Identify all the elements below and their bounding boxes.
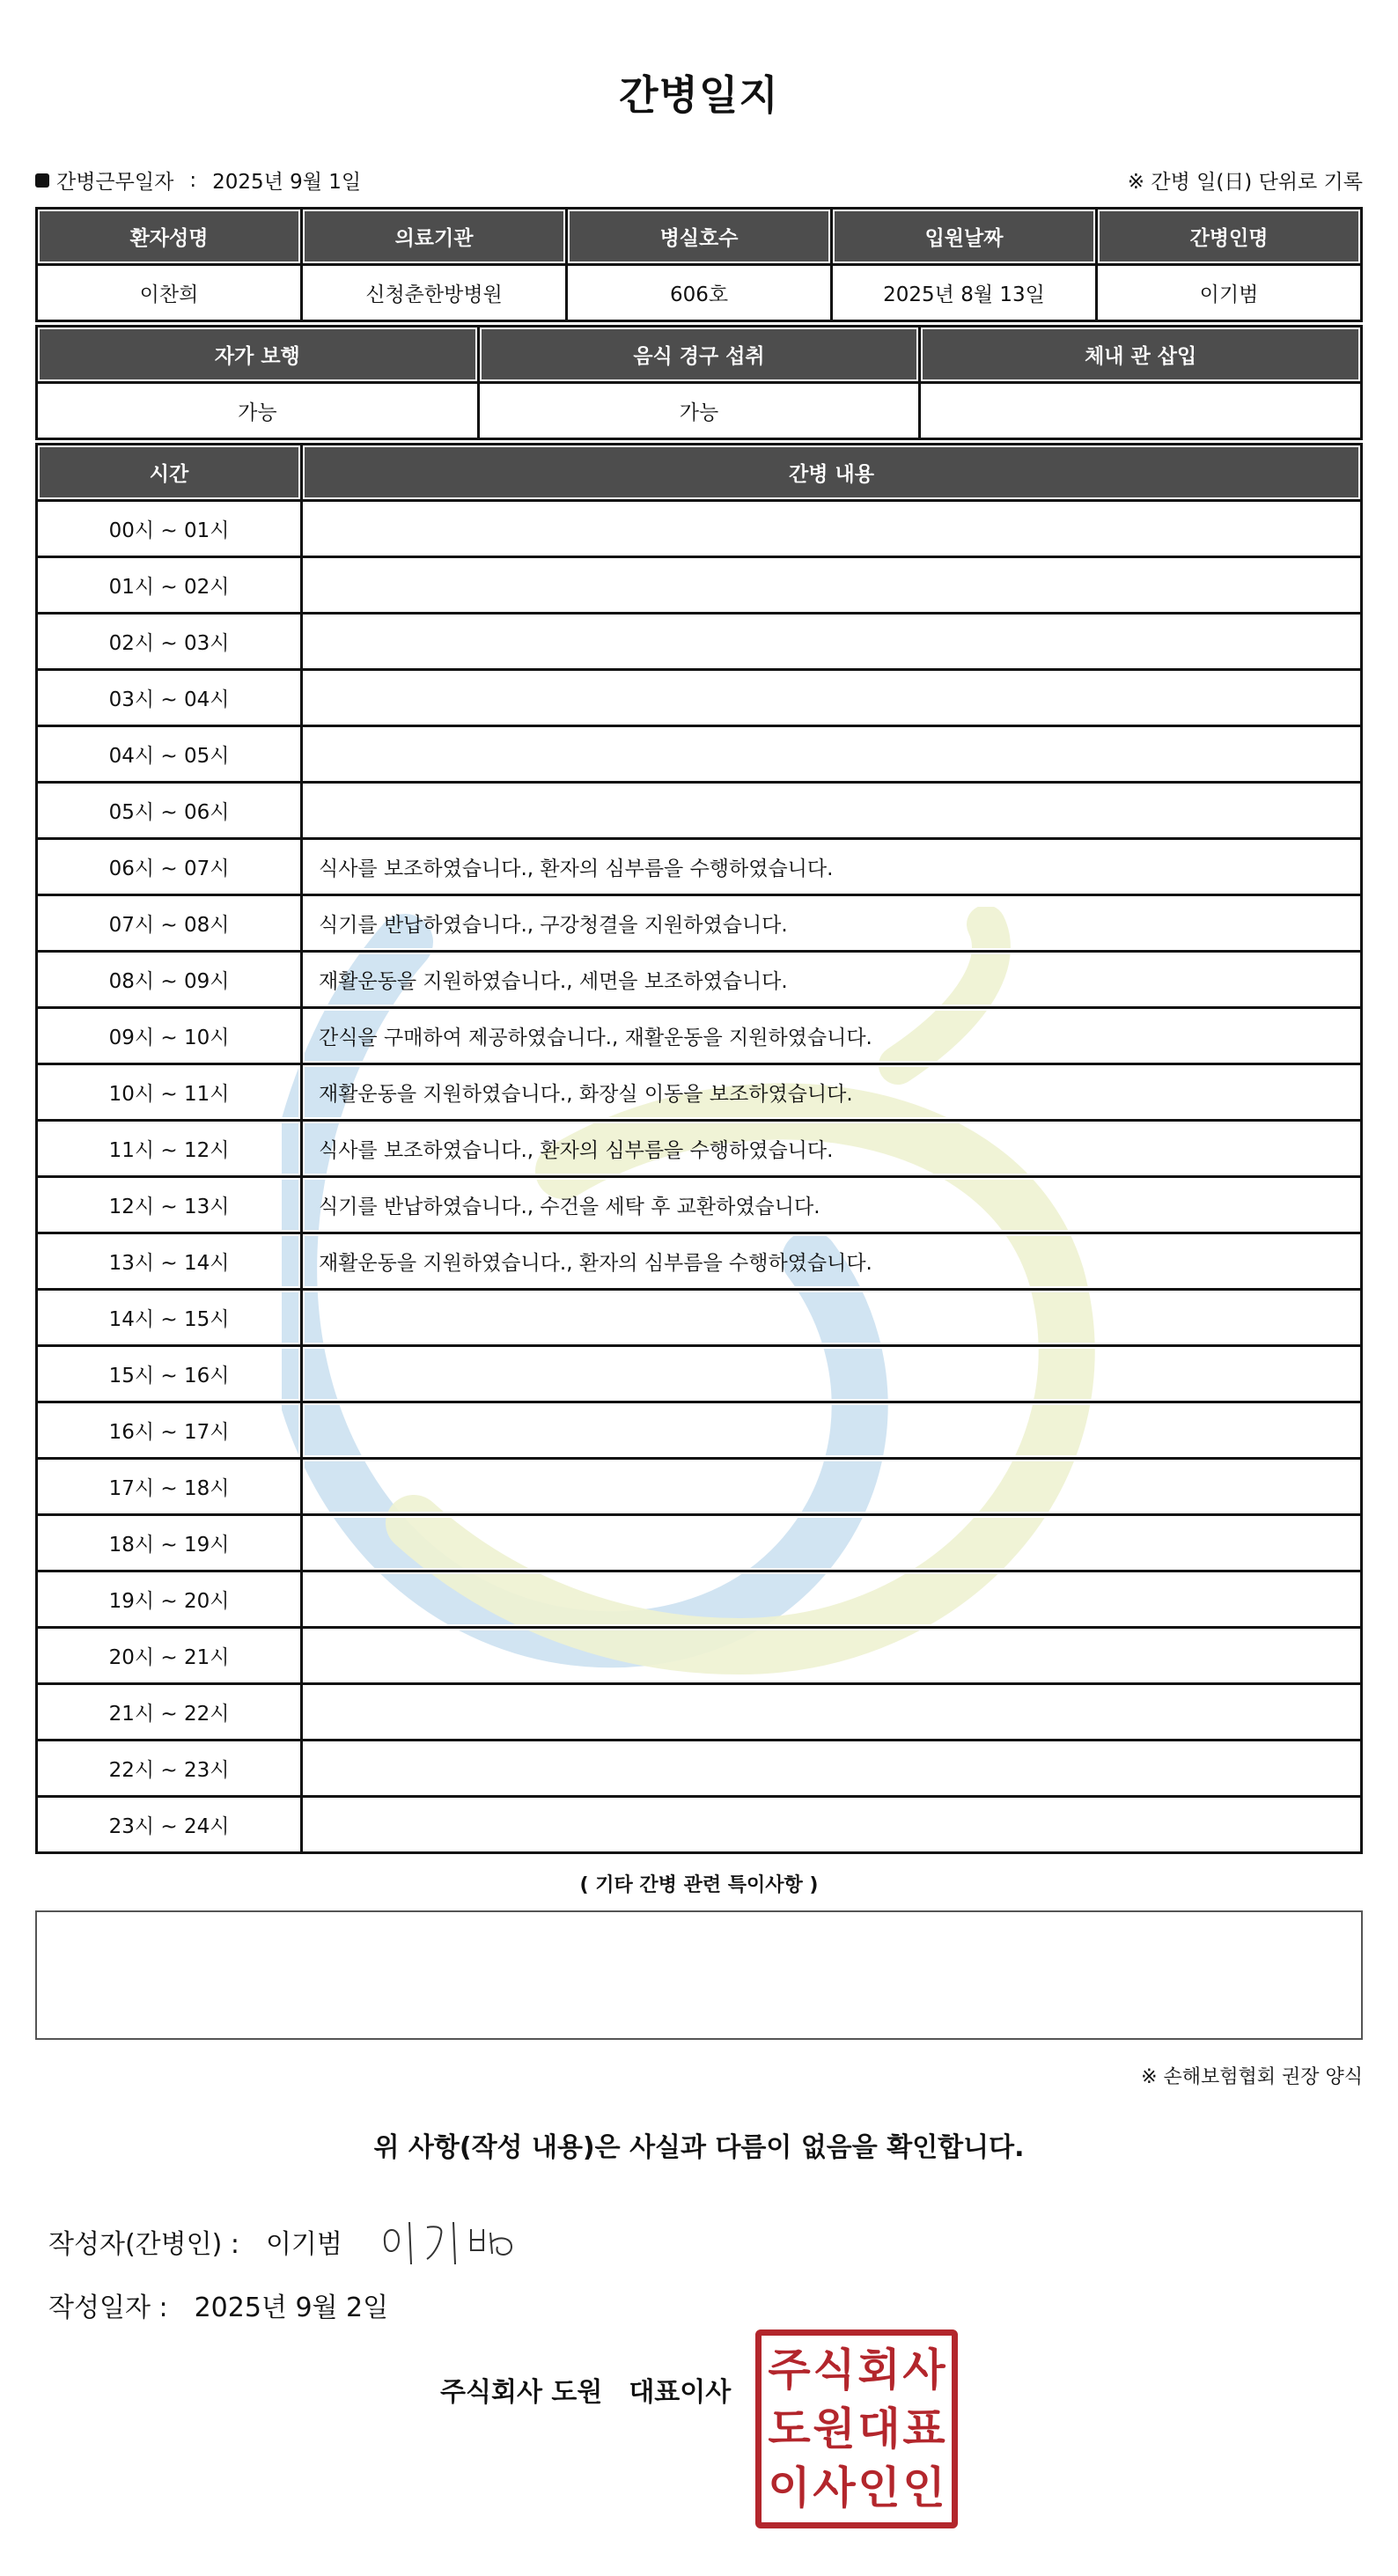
log-content-cell	[302, 783, 1362, 839]
header-room: 병실호수	[567, 209, 832, 265]
written-date-value: 2025년 9월 2일	[194, 2293, 389, 2323]
work-date-line	[35, 166, 361, 195]
log-time-cell: 20시 ~ 21시	[37, 1628, 302, 1684]
log-content-cell	[302, 1571, 1362, 1628]
unit-note: ※ 간병 일(日) 단위로 기록	[1127, 171, 1363, 194]
seal-character: 사	[813, 2461, 856, 2513]
seal-character: 식	[813, 2344, 856, 2396]
log-content-cell	[302, 1459, 1362, 1515]
notes-box	[35, 1910, 1363, 2040]
log-content-cell: 식사를 보조하였습니다., 환자의 심부름을 수행하였습니다.	[302, 839, 1362, 895]
seal-character: 주	[768, 2344, 811, 2396]
room-number: 606호	[567, 265, 832, 321]
written-date-line	[48, 2285, 388, 2324]
log-content-cell	[302, 1741, 1362, 1797]
log-content-cell: 재활운동을 지원하였습니다., 세면을 보조하였습니다.	[302, 952, 1362, 1008]
table-row	[37, 783, 1362, 839]
log-time-cell: 05시 ~ 06시	[37, 783, 302, 839]
table-row	[37, 557, 1362, 614]
patient-name: 이찬희	[37, 265, 302, 321]
header-caregiver-name: 간병인명	[1097, 209, 1362, 265]
writer-name: 이기범	[265, 2229, 342, 2260]
log-time-cell: 00시 ~ 01시	[37, 501, 302, 557]
header-hospital: 의료기관	[302, 209, 567, 265]
log-time-cell: 15시 ~ 16시	[37, 1346, 302, 1402]
log-content-cell: 간식을 구매하여 제공하였습니다., 재활운동을 지원하였습니다.	[302, 1008, 1362, 1064]
log-time-cell: 17시 ~ 18시	[37, 1459, 302, 1515]
log-time-cell: 18시 ~ 19시	[37, 1515, 302, 1571]
log-time-cell: 13시 ~ 14시	[37, 1233, 302, 1290]
admission-date: 2025년 8월 13일	[832, 265, 1097, 321]
table-row	[37, 1121, 1362, 1177]
seal-character: 인	[857, 2461, 901, 2513]
log-time-cell: 01시 ~ 02시	[37, 557, 302, 614]
written-date-label: 작성일자 :	[48, 2293, 168, 2323]
log-content-cell: 식사를 보조하였습니다., 환자의 심부름을 수행하였습니다.	[302, 1121, 1362, 1177]
header-admission-date: 입원날짜	[832, 209, 1097, 265]
table-row	[37, 383, 1362, 439]
header-self-walking: 자가 보행	[37, 327, 479, 383]
document-title: 간병일지	[619, 71, 779, 119]
log-time-cell: 23시 ~ 24시	[37, 1797, 302, 1853]
table-row	[37, 839, 1362, 895]
work-date-separator: :	[189, 168, 197, 192]
log-time-cell: 16시 ~ 17시	[37, 1402, 302, 1459]
seal-character: 원	[813, 2402, 856, 2455]
log-content-cell	[302, 1346, 1362, 1402]
ceo-title: 대표이사	[629, 2377, 732, 2408]
table-row	[37, 1402, 1362, 1459]
table-row	[37, 265, 1362, 321]
seal-character: 사	[902, 2344, 945, 2396]
log-content-cell	[302, 670, 1362, 726]
header-oral-intake: 음식 경구 섭취	[478, 327, 920, 383]
table-row	[37, 1459, 1362, 1515]
log-time-cell: 22시 ~ 23시	[37, 1741, 302, 1797]
log-time-cell: 19시 ~ 20시	[37, 1571, 302, 1628]
table-header-row	[37, 327, 1362, 383]
log-content-cell	[302, 501, 1362, 557]
log-content-cell	[302, 557, 1362, 614]
log-time-cell: 10시 ~ 11시	[37, 1064, 302, 1121]
table-row	[37, 614, 1362, 670]
tube-insertion-value	[920, 383, 1362, 439]
patient-status-table	[35, 325, 1363, 440]
table-row	[37, 895, 1362, 952]
table-row	[37, 1628, 1362, 1684]
log-time-cell: 09시 ~ 10시	[37, 1008, 302, 1064]
header-care-content: 간병 내용	[302, 445, 1362, 501]
table-row	[37, 1797, 1362, 1853]
table-row	[37, 501, 1362, 557]
table-row	[37, 1177, 1362, 1233]
log-time-cell: 08시 ~ 09시	[37, 952, 302, 1008]
table-row	[37, 1064, 1362, 1121]
seal-character: 표	[902, 2402, 945, 2455]
oral-intake-value: 가능	[478, 383, 920, 439]
table-row	[37, 1515, 1362, 1571]
seal-character: 이	[768, 2461, 811, 2513]
log-content-cell	[302, 1684, 1362, 1741]
bullet-square-icon	[35, 173, 49, 188]
log-time-cell: 04시 ~ 05시	[37, 726, 302, 783]
table-row	[37, 670, 1362, 726]
table-header-row	[37, 209, 1362, 265]
log-time-cell: 07시 ~ 08시	[37, 895, 302, 952]
table-row	[37, 1571, 1362, 1628]
log-content-cell	[302, 1797, 1362, 1853]
seal-character: 회	[857, 2344, 901, 2396]
header-patient-name: 환자성명	[37, 209, 302, 265]
log-time-cell: 02시 ~ 03시	[37, 614, 302, 670]
log-time-cell: 03시 ~ 04시	[37, 670, 302, 726]
log-content-cell: 식기를 반납하였습니다., 구강청결을 지원하였습니다.	[302, 895, 1362, 952]
caregiver-name: 이기범	[1097, 265, 1362, 321]
recommend-note: ※ 손해보험협회 권장 양식	[1141, 2066, 1363, 2088]
seal-character: 인	[902, 2461, 945, 2513]
log-content-cell	[302, 1628, 1362, 1684]
table-row	[37, 1346, 1362, 1402]
writer-label: 작성자(간병인) :	[48, 2229, 239, 2260]
handwritten-signature	[379, 2215, 520, 2268]
table-row	[37, 1290, 1362, 1346]
log-time-cell: 12시 ~ 13시	[37, 1177, 302, 1233]
patient-info-table	[35, 207, 1363, 322]
log-time-cell: 21시 ~ 22시	[37, 1684, 302, 1741]
company-line	[440, 2370, 731, 2409]
log-content-cell: 식기를 반납하였습니다., 수건을 세탁 후 교환하였습니다.	[302, 1177, 1362, 1233]
care-log-rows	[37, 501, 1362, 1853]
work-date-label: 간병근무일자	[56, 171, 174, 194]
table-row	[37, 952, 1362, 1008]
seal-character: 도	[768, 2402, 811, 2455]
table-row	[37, 1008, 1362, 1064]
log-content-cell: 재활운동을 지원하였습니다., 환자의 심부름을 수행하였습니다.	[302, 1233, 1362, 1290]
table-row	[37, 1741, 1362, 1797]
header-tube-insertion: 체내 관 삽입	[920, 327, 1362, 383]
log-content-cell: 재활운동을 지원하였습니다., 화장실 이동을 보조하였습니다.	[302, 1064, 1362, 1121]
log-time-cell: 14시 ~ 15시	[37, 1290, 302, 1346]
work-date-value: 2025년 9월 1일	[212, 171, 362, 194]
table-row	[37, 1684, 1362, 1741]
company-seal-stamp	[755, 2329, 958, 2528]
care-log-table	[35, 443, 1363, 1854]
company-name: 주식회사 도원	[440, 2377, 603, 2408]
log-content-cell	[302, 1402, 1362, 1459]
notes-title: ( 기타 간병 관련 특이사항 )	[579, 1874, 819, 1896]
confirmation-statement: 위 사항(작성 내용)은 사실과 다름이 없음을 확인합니다.	[373, 2132, 1025, 2163]
log-time-cell: 06시 ~ 07시	[37, 839, 302, 895]
log-content-cell	[302, 614, 1362, 670]
table-row	[37, 1233, 1362, 1290]
self-walking-value: 가능	[37, 383, 479, 439]
hospital-name: 신청춘한방병원	[302, 265, 567, 321]
seal-character: 대	[857, 2402, 901, 2455]
log-time-cell: 11시 ~ 12시	[37, 1121, 302, 1177]
log-content-cell	[302, 726, 1362, 783]
log-content-cell	[302, 1515, 1362, 1571]
header-time: 시간	[37, 445, 302, 501]
writer-line	[48, 2215, 520, 2268]
table-row	[37, 726, 1362, 783]
table-header-row	[37, 445, 1362, 501]
log-content-cell	[302, 1290, 1362, 1346]
